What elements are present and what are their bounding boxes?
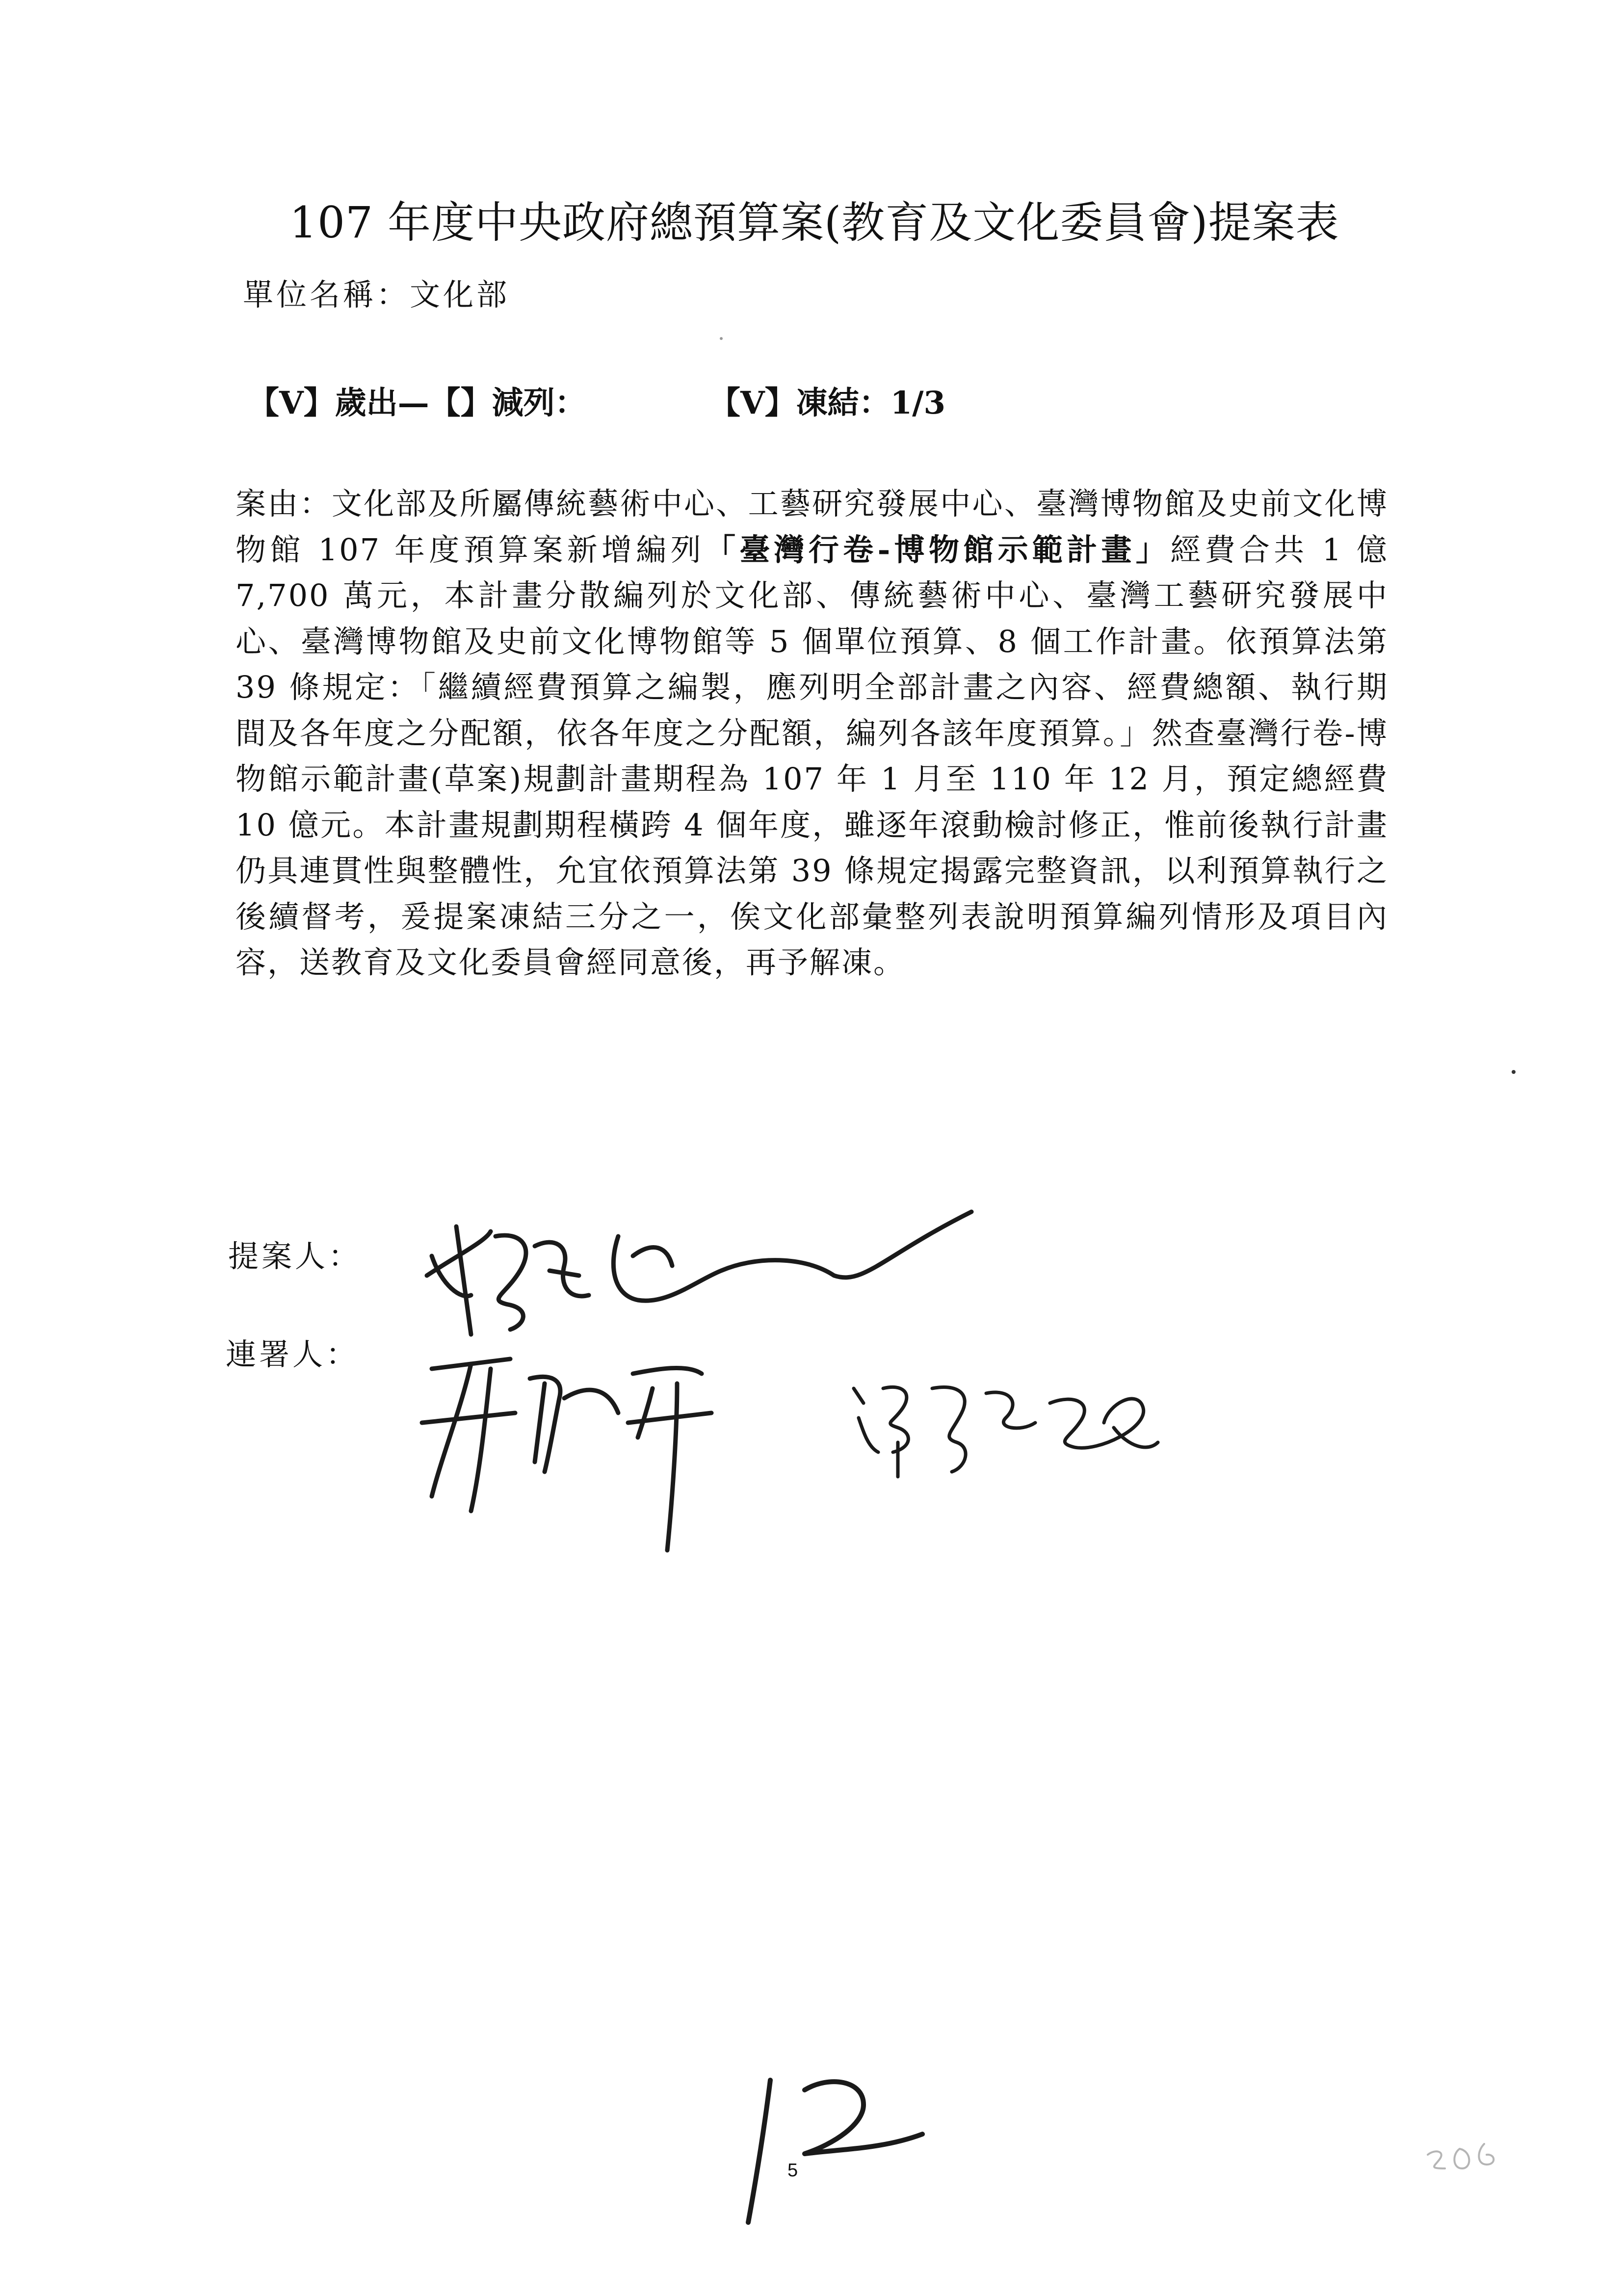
page-number: 5 [787,2160,798,2181]
pencil-annotation [1428,2144,1493,2168]
proposer-label: 提案人： [228,1238,362,1274]
speck [1512,1070,1516,1074]
proposer-signature [427,1212,971,1334]
cosigner-label: 連署人： [226,1336,360,1372]
freeze-checkbox-line: 【V】凍結：1/3 [709,385,946,421]
handwritten-page-mark [748,2080,922,2222]
speck [720,337,723,340]
cosigner-signature-1 [422,1359,711,1550]
expenditure-cut-checkbox-line: 【V】歲出—【】減列： [248,385,586,421]
cosigner-signature-2 [854,1387,1158,1477]
proposal-plan-name: 「臺灣行卷-博物館示範計畫」 [705,531,1171,568]
proposal-body-part-2: 經費合共 1 億 7,700 萬元，本計畫分散編列於文化部、傳統藝術中心、臺灣工藝研究發展中心、臺灣博物館及史前文化博物館等 5 個單位預算、8 個工作計畫。依預算法第 39 條規定：「繼續經費預算之編製，應列明全部計畫之內容、經費總額、執行期間及各年度之分配額，依各年度之分配額，編列各該年度預算。」然查臺灣行卷-博物館示範計畫(草案)規劃計畫期程為 107 年 1 月至 110 年 12 月，預定總經費 10 億元。本計畫規劃期程橫跨 4 個年度，雖逐年滾動檢討修正，惟前後執行計畫仍具連貫性與整體性，允宜依預算法第 39 條規定揭露完整資訊，以利預算執行之後續督考，爰提案凍結三分之一，俟文化部彙整列表說明預算編列情形及項目內容，送教育及文化委員會經同意後，再予解凍。 [236,531,1388,980]
proposal-body-part-1: 案由：文化部及所屬傳統藝術中心、工藝研究發展中心、臺灣博物館及史前文化博物館 107 年度預算案新增編列 [236,486,1388,568]
unit-name-line: 單位名稱：文化部 [243,277,510,313]
page-title: 107 年度中央政府總預算案(教育及文化委員會)提案表 [289,197,1339,248]
